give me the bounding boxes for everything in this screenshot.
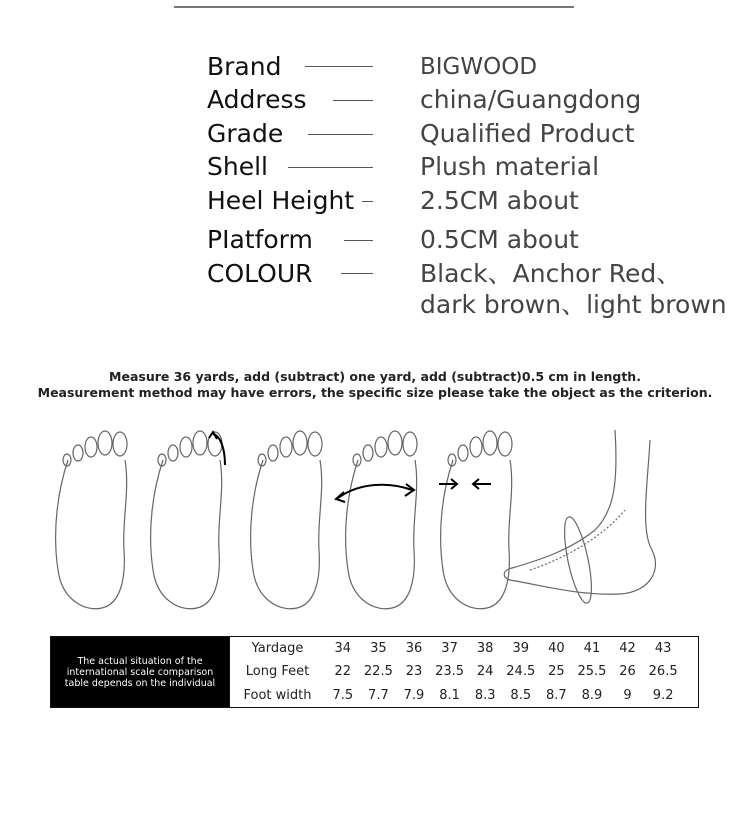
- table-cell: 39: [512, 641, 530, 657]
- spec-connector: [308, 134, 373, 135]
- table-cell: 7.9: [403, 687, 425, 703]
- table-cell: 35: [370, 641, 387, 657]
- spec-connector: [333, 100, 373, 101]
- spec-connector: [305, 66, 373, 67]
- table-cell: 42: [619, 641, 636, 657]
- table-cell: 37: [441, 641, 458, 657]
- table-cell: 7.5: [332, 687, 354, 703]
- table-cell: 25.5: [577, 664, 607, 680]
- table-cell: 7.7: [368, 687, 389, 703]
- size-comparison-table: [50, 636, 699, 708]
- table-cell: 23: [405, 664, 423, 680]
- table-cell: 36: [405, 641, 423, 657]
- spec-value-colour: Black、Anchor Red、: [420, 259, 682, 288]
- spec-label-address: Address: [207, 85, 307, 114]
- table-cell: 8.3: [474, 687, 496, 703]
- table-cell: 8.1: [439, 687, 460, 703]
- table-cell: 25: [548, 664, 565, 680]
- spec-label-colour: COLOUR: [207, 259, 313, 288]
- spec-connector: [341, 273, 373, 274]
- table-body: [229, 637, 698, 707]
- measure-note-line1: Measure 36 yards, add (subtract) one yard, add (subtract)0.5 cm in length.: [109, 369, 641, 384]
- table-cell: 9.2: [652, 687, 674, 703]
- table-cell: 8.5: [510, 687, 532, 703]
- table-cell: 9: [623, 687, 632, 703]
- table-cell: 24: [476, 664, 494, 680]
- table-cell: 23.5: [435, 664, 465, 680]
- table-cell: 40: [548, 641, 565, 657]
- foot-width-pinch-icon: [439, 431, 512, 609]
- foot-outline-icon: [56, 431, 127, 609]
- spec-value-heel-height: 2.5CM about: [420, 186, 579, 215]
- table-cell: 22.5: [363, 664, 393, 680]
- spec-value-grade: Qualified Product: [420, 119, 635, 148]
- spec-label-platform: PIatform: [207, 225, 313, 254]
- table-cell: 26: [619, 664, 636, 680]
- row-header: Yardage: [251, 641, 304, 657]
- table-cell: 38: [476, 641, 494, 657]
- foot-width-measure-icon: [336, 431, 417, 609]
- table-row: [230, 660, 698, 683]
- table-cell: 8.7: [546, 687, 567, 703]
- row-header: Long Feet: [245, 664, 310, 680]
- spec-label-shell: Shell: [207, 152, 268, 181]
- table-cell: 22: [334, 664, 352, 680]
- table-caption: The actual situation of the international scale comparison table depends on the individual: [51, 637, 229, 707]
- spec-value-colour-line2: dark brown、light brown: [420, 290, 727, 319]
- foot-outline-icon: [251, 431, 322, 609]
- ankle-side-view-icon: [504, 430, 655, 605]
- table-cell: 26.5: [648, 664, 678, 680]
- spec-label-heel-height: Heel Height: [207, 186, 355, 215]
- spec-value-brand: BIGWOOD: [420, 54, 538, 80]
- spec-label-brand: Brand: [207, 52, 282, 81]
- spec-value-shell: Plush material: [420, 152, 600, 181]
- spec-connector: [288, 167, 373, 168]
- table-cell: 34: [334, 641, 352, 657]
- spec-label-grade: Grade: [207, 119, 284, 148]
- row-header: Foot width: [243, 687, 312, 703]
- table-cell: 8.9: [581, 687, 603, 703]
- table-row: [230, 684, 698, 707]
- measure-note-line2: Measurement method may have errors, the specific size please take the object as the criterion.: [37, 385, 713, 400]
- spec-value-address: china/Guangdong: [420, 85, 642, 114]
- foot-measurement-illustration: [40, 420, 710, 625]
- spec-value-platform: 0.5CM about: [420, 225, 579, 254]
- table-row: [230, 637, 698, 660]
- table-cell: 41: [583, 641, 601, 657]
- table-cell: 43: [654, 641, 672, 657]
- foot-outline-toe-lift-icon: [151, 431, 225, 609]
- spec-connector: [362, 201, 373, 202]
- table-cell: 24.5: [506, 664, 536, 680]
- top-divider: [174, 6, 574, 8]
- spec-connector: [344, 240, 373, 241]
